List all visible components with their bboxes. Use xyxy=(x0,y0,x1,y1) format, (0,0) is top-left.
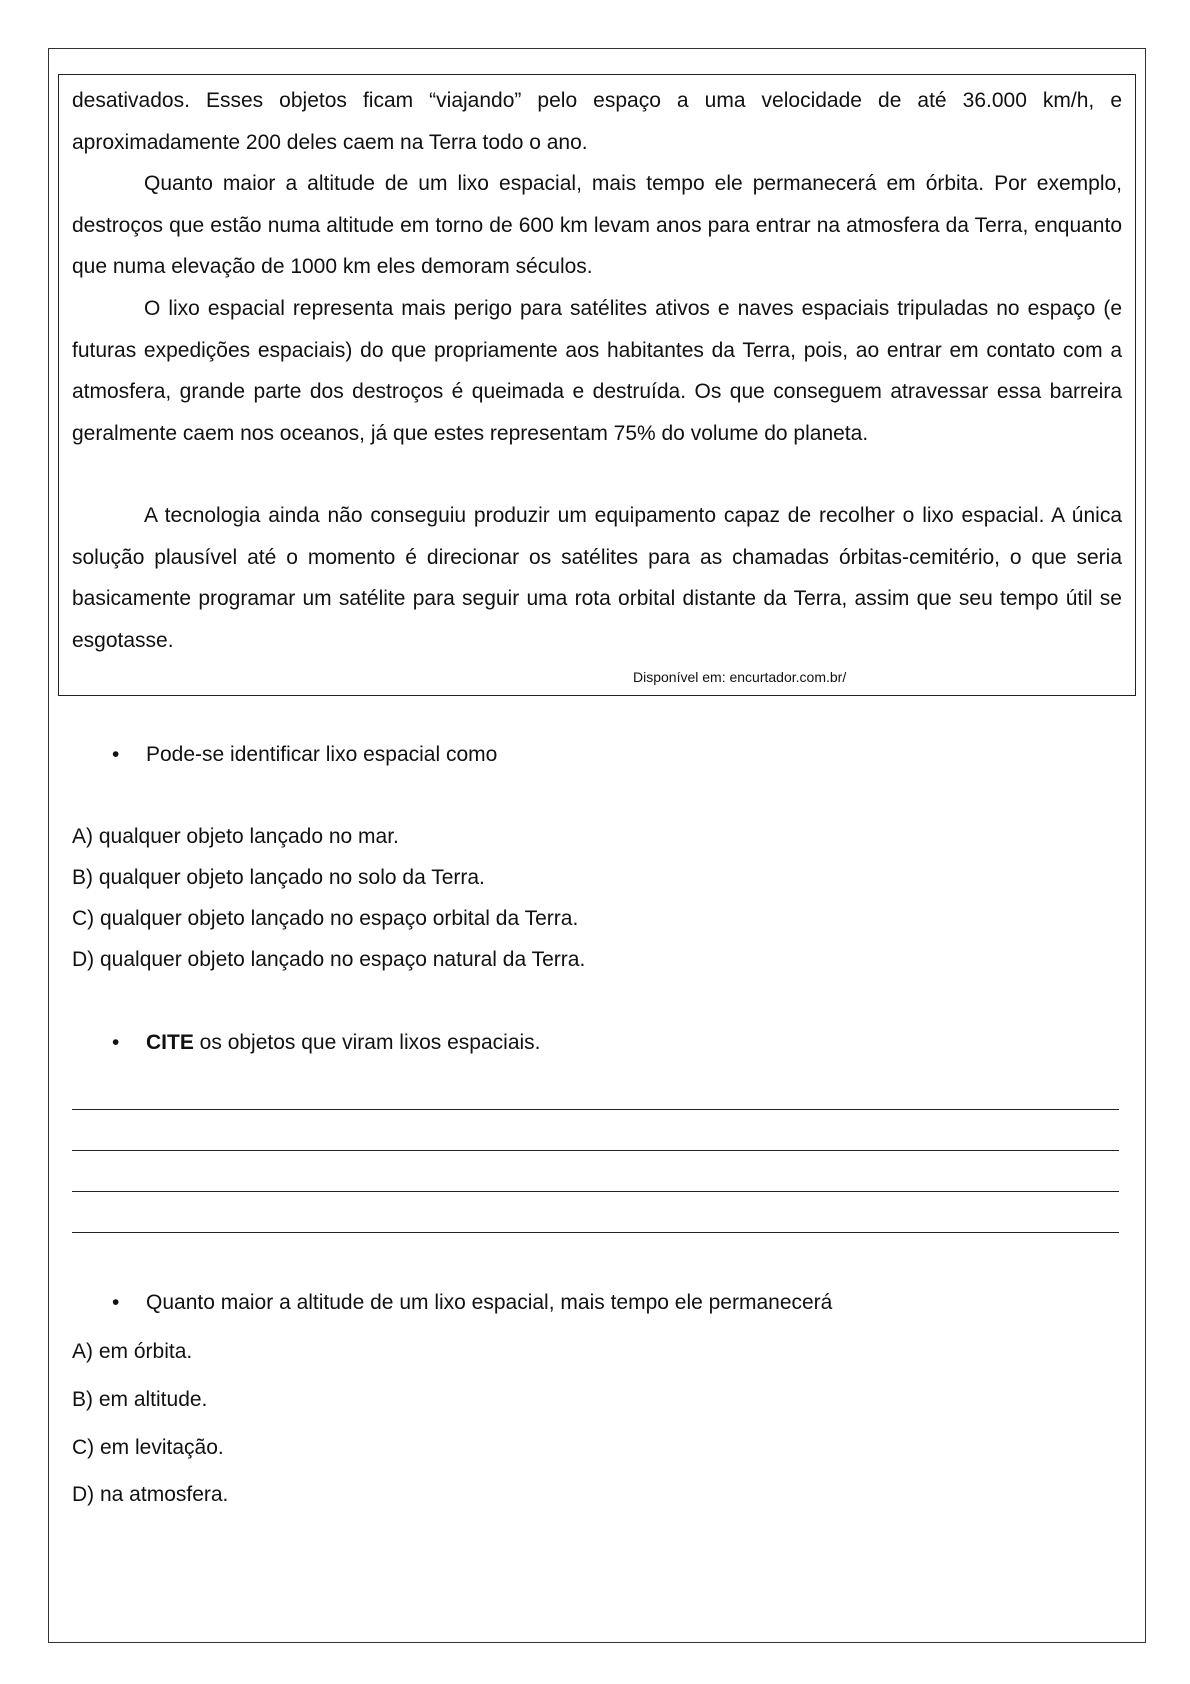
question-2-text xyxy=(146,1031,541,1054)
answer-line-1[interactable] xyxy=(72,1109,1119,1110)
source-citation: Disponível em: encurtador.com.br/ xyxy=(633,669,847,685)
question-3-option-d: D) na atmosfera. xyxy=(72,1483,229,1506)
question-3-text: Quanto maior a altitude de um lixo espacial, mais tempo ele permanecerá xyxy=(146,1291,833,1314)
reading-paragraph-1: desativados. Esses objetos ficam “viajando” pelo espaço a uma velocidade de até 36.000 km/h, e aproximadamente 200 deles caem na Terra todo o ano. xyxy=(72,89,1122,154)
reading-paragraph-2: Quanto maior a altitude de um lixo espacial, mais tempo ele permanecerá em órbita. Por exemplo, destroços que estão numa altitude em torno de 600 km levam anos para entrar na atmosfera da Terra, enquanto que numa elevação de 1000 km eles demoram séculos. xyxy=(72,172,1122,278)
question-1-option-b: B) qualquer objeto lançado no solo da Terra. xyxy=(72,866,485,889)
question-2-bold-verb: CITE xyxy=(146,1031,194,1054)
bullet-icon: • xyxy=(112,743,120,766)
bullet-icon: • xyxy=(112,1291,120,1314)
reading-paragraph-3: O lixo espacial representa mais perigo para satélites ativos e naves espaciais tripuladas no espaço (e futuras expedições espaciais) do que propriamente aos habitantes da Terra, pois, ao entrar em contato com a atmosfera, grande parte dos destroços é queimada e destruída. Os que conseguem atravessar essa barreira geralmente caem nos oceanos, já que estes representam 75% do volume do planeta. xyxy=(72,297,1122,445)
answer-line-3[interactable] xyxy=(72,1191,1119,1192)
question-3-option-a: A) em órbita. xyxy=(72,1340,193,1363)
question-3-prompt xyxy=(112,1288,832,1318)
question-2-rest: os objetos que viram lixos espaciais. xyxy=(193,1031,541,1054)
question-1-option-d: D) qualquer objeto lançado no espaço natural da Terra. xyxy=(72,948,586,971)
question-1-prompt xyxy=(112,740,497,770)
question-2-prompt xyxy=(112,1028,541,1058)
question-1-option-a: A) qualquer objeto lançado no mar. xyxy=(72,825,399,848)
question-1-option-c: C) qualquer objeto lançado no espaço orbital da Terra. xyxy=(72,907,579,930)
question-3-option-c: C) em levitação. xyxy=(72,1436,224,1459)
answer-line-4[interactable] xyxy=(72,1232,1119,1233)
question-1-text: Pode-se identificar lixo espacial como xyxy=(146,743,498,766)
question-3-option-b: B) em altitude. xyxy=(72,1388,208,1411)
answer-line-2[interactable] xyxy=(72,1150,1119,1151)
bullet-icon: • xyxy=(112,1031,120,1054)
reading-paragraph-4: A tecnologia ainda não conseguiu produzir um equipamento capaz de recolher o lixo espacial. A única solução plausível até o momento é direcionar os satélites para as chamadas órbitas-cemitério, o que seria basicamente programar um satélite para seguir uma rota orbital distante da Terra, assim que seu tempo útil se esgotasse. xyxy=(72,504,1122,652)
